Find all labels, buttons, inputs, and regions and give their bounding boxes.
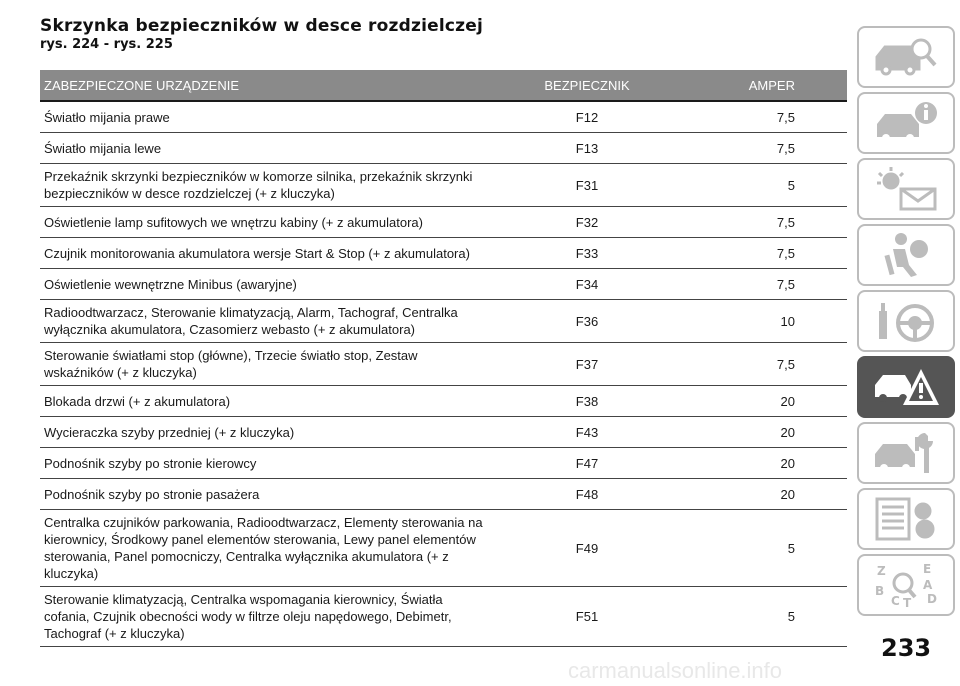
cell-fuse: F32 (493, 207, 681, 238)
cell-device: Sterowanie światłami stop (główne), Trzecie światło stop, Zestaw wskaźników (+ z kluczyka) (40, 343, 493, 386)
page-title: Skrzynka bezpieczników w desce rozdzielczej (40, 16, 483, 36)
cell-device: Czujnik monitorowania akumulatora wersje Start & Stop (+ z akumulatora) (40, 238, 493, 269)
cell-device: Centralka czujników parkowania, Radioodtwarzacz, Elementy sterowania na kierownicy, Środkowy panel elementów sterowania, Lewy panel elementów sterowania, Panel pomocniczy, Centralka wyłącznika akumulatora (+ z kluczyka) (40, 510, 493, 587)
cell-fuse: F38 (493, 386, 681, 417)
alphabetical-index-icon (871, 561, 941, 609)
car-info-icon (871, 99, 941, 147)
tab-car-info[interactable] (857, 92, 955, 154)
tab-car-search[interactable] (857, 26, 955, 88)
table-row (40, 386, 847, 417)
table-row (40, 587, 847, 647)
table-row (40, 448, 847, 479)
cell-device: Podnośnik szyby po stronie kierowcy (40, 448, 493, 479)
warning-lights-icon (871, 165, 941, 213)
svg-text:A: A (923, 578, 933, 592)
tab-service[interactable] (857, 422, 955, 484)
cell-amp: 20 (681, 386, 847, 417)
cell-fuse: F51 (493, 587, 681, 647)
table-row (40, 207, 847, 238)
cell-fuse: F49 (493, 510, 681, 587)
cell-device: Sterowanie klimatyzacją, Centralka wspomagania kierownicy, Światła cofania, Czujnik obecności wody w filtrze oleju napędowego, Debimetr, Tachograf (+ z kluczyka) (40, 587, 493, 647)
cell-device: Światło mijania lewe (40, 133, 493, 164)
steering-wheel-icon (871, 297, 941, 345)
cell-amp: 20 (681, 417, 847, 448)
table-header-row (40, 70, 847, 101)
svg-text:T: T (903, 596, 912, 609)
technical-data-icon (871, 495, 941, 543)
table-row (40, 101, 847, 133)
cell-amp: 5 (681, 164, 847, 207)
cell-amp: 7,5 (681, 238, 847, 269)
tab-emergency[interactable] (857, 356, 955, 418)
svg-text:D: D (927, 592, 937, 606)
cell-fuse: F12 (493, 101, 681, 133)
cell-amp: 7,5 (681, 207, 847, 238)
cell-amp: 7,5 (681, 133, 847, 164)
car-service-icon (871, 429, 941, 477)
tab-airbag[interactable] (857, 224, 955, 286)
header-fuse: BEZPIECZNIK (493, 70, 681, 101)
cell-device: Blokada drzwi (+ z akumulatora) (40, 386, 493, 417)
header-device: ZABEZPIECZONE URZĄDZENIE (40, 70, 493, 101)
tab-steering[interactable] (857, 290, 955, 352)
car-search-icon (871, 33, 941, 81)
table-row (40, 510, 847, 587)
cell-fuse: F48 (493, 479, 681, 510)
cell-fuse: F36 (493, 300, 681, 343)
airbag-passenger-icon (871, 231, 941, 279)
figure-reference: rys. 224 - rys. 225 (40, 37, 173, 52)
cell-fuse: F37 (493, 343, 681, 386)
cell-amp: 5 (681, 587, 847, 647)
cell-fuse: F13 (493, 133, 681, 164)
cell-device: Wycieraczka szyby przedniej (+ z kluczyka) (40, 417, 493, 448)
cell-fuse: F34 (493, 269, 681, 300)
svg-text:B: B (875, 584, 885, 598)
page-number: 233 (881, 634, 932, 662)
table-row (40, 417, 847, 448)
svg-text:Z: Z (877, 564, 886, 578)
cell-amp: 5 (681, 510, 847, 587)
table-row (40, 133, 847, 164)
cell-device: Przekaźnik skrzynki bezpieczników w komorze silnika, przekaźnik skrzynki bezpieczników w desce rozdzielczej (+ z kluczyka) (40, 164, 493, 207)
cell-fuse: F31 (493, 164, 681, 207)
cell-fuse: F43 (493, 417, 681, 448)
table-row (40, 269, 847, 300)
tab-index[interactable] (857, 554, 955, 616)
tab-warning-lights[interactable] (857, 158, 955, 220)
cell-device: Światło mijania prawe (40, 101, 493, 133)
table-row (40, 343, 847, 386)
cell-device: Podnośnik szyby po stronie pasażera (40, 479, 493, 510)
table-row (40, 479, 847, 510)
cell-amp: 7,5 (681, 343, 847, 386)
header-amp: AMPER (681, 70, 847, 101)
chapter-nav (857, 26, 955, 616)
cell-device: Radioodtwarzacz, Sterowanie klimatyzacją, Alarm, Tachograf, Centralka wyłącznika akumulatora, Czasomierz webasto (+ z akumulatora) (40, 300, 493, 343)
svg-text:E: E (923, 562, 932, 576)
cell-fuse: F33 (493, 238, 681, 269)
table-row (40, 300, 847, 343)
cell-device: Oświetlenie lamp sufitowych we wnętrzu kabiny (+ z akumulatora) (40, 207, 493, 238)
cell-amp: 7,5 (681, 269, 847, 300)
table-row (40, 238, 847, 269)
cell-amp: 10 (681, 300, 847, 343)
svg-text:C: C (891, 594, 900, 608)
table-body (40, 101, 847, 647)
cell-amp: 20 (681, 479, 847, 510)
tab-technical-data[interactable] (857, 488, 955, 550)
table-row (40, 164, 847, 207)
fuse-table (40, 70, 847, 647)
cell-device: Oświetlenie wewnętrzne Minibus (awaryjne) (40, 269, 493, 300)
cell-amp: 7,5 (681, 101, 847, 133)
cell-amp: 20 (681, 448, 847, 479)
watermark: carmanualsonline.info (568, 658, 783, 683)
car-breakdown-icon (871, 363, 941, 411)
cell-fuse: F47 (493, 448, 681, 479)
